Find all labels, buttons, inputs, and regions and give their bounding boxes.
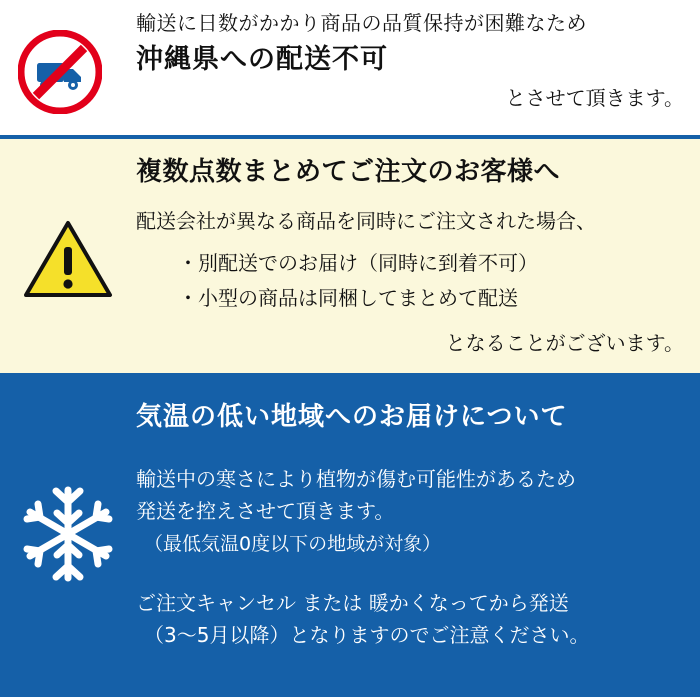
snowflake-icon (16, 482, 120, 586)
cold-regions-title: 気温の低い地域へのお届けについて (136, 402, 568, 432)
okinawa-notice-section (0, 0, 700, 136)
cold-regions-notice-section (0, 376, 700, 697)
multiple-items-notice-section (0, 136, 700, 376)
cold-regions-para3: ご注文キャンセル または 暖かくなってから発送 (136, 591, 569, 616)
okinawa-line1: 輸送に日数がかかり商品の品質保持が困難なため (136, 11, 587, 35)
multiple-items-tail: となることがございます。 (445, 331, 684, 355)
okinawa-headline: 沖縄県への配送不可 (136, 44, 388, 75)
okinawa-text-block (136, 8, 686, 113)
cold-regions-note: （最低気温0度以下の地域が対象） (144, 533, 442, 555)
multiple-items-title: 複数点数まとめてご注文のお客様へ (136, 157, 561, 187)
okinawa-line3: とさせて頂きます。 (505, 86, 684, 111)
multiple-items-lead: 配送会社が異なる商品を同時にご注文された場合、 (136, 209, 596, 233)
multiple-items-text-block (136, 153, 686, 358)
cold-regions-text-block (136, 398, 688, 651)
warning-triangle-icon (22, 217, 114, 301)
list-item: ・別配送でのお届け（同時に到着不可） (178, 251, 538, 275)
cold-regions-para4: （3〜5月以降）となりますのでご注意ください。 (144, 623, 590, 648)
list-item: ・小型の商品は同梱してまとめて配送 (178, 286, 518, 310)
cold-regions-para1: 輸送中の寒さにより植物が傷む可能性があるため (136, 467, 576, 491)
cold-regions-para2: 発送を控えさせて頂きます。 (136, 499, 395, 523)
multiple-items-bullet-list (136, 246, 686, 316)
no-truck-icon (18, 30, 102, 114)
